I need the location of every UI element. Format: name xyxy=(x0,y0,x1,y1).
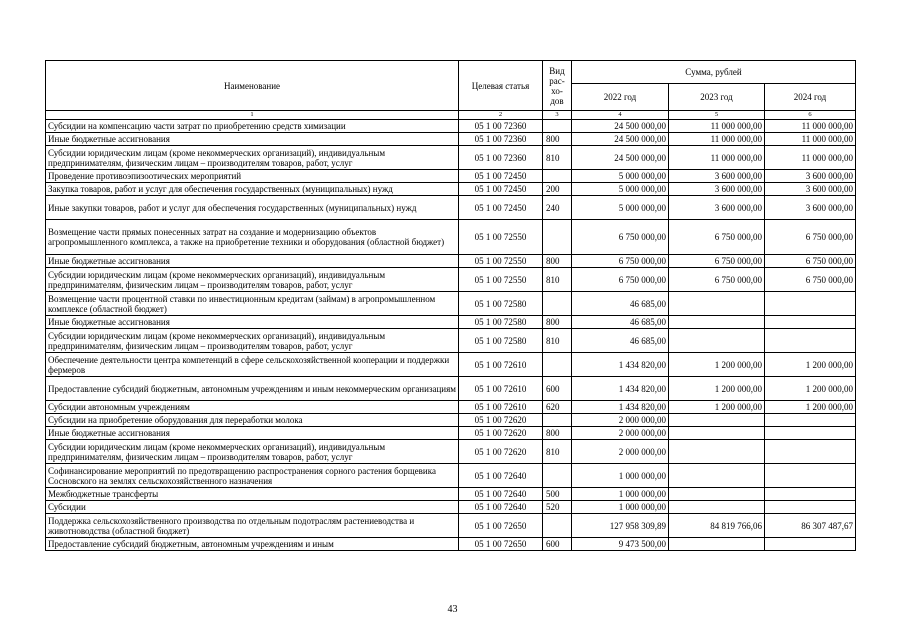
row-expense-type xyxy=(543,353,572,377)
row-name: Иные бюджетные ассигнования xyxy=(46,255,459,268)
row-amount-2022: 24 500 000,00 xyxy=(572,146,669,170)
table-row xyxy=(46,268,856,292)
row-target-code: 05 1 00 72640 xyxy=(459,464,543,488)
table-row xyxy=(46,464,856,488)
row-target-code: 05 1 00 72550 xyxy=(459,220,543,255)
row-amount-2023 xyxy=(669,488,765,501)
row-amount-2022: 1 000 000,00 xyxy=(572,488,669,501)
row-amount-2022: 9 473 500,00 xyxy=(572,538,669,551)
row-name: Возмещение части процентной ставки по инвестиционным кредитам (займам) в агропромышленном комплексе (областной бюджет) xyxy=(46,292,459,316)
row-amount-2023 xyxy=(669,538,765,551)
row-name: Иные бюджетные ассигнования xyxy=(46,427,459,440)
row-amount-2023: 11 000 000,00 xyxy=(669,146,765,170)
column-number: 6 xyxy=(765,111,856,120)
row-expense-type: 600 xyxy=(543,377,572,401)
row-name: Иные закупки товаров, работ и услуг для обеспечения государственных (муниципальных) нужд xyxy=(46,196,459,220)
table-row xyxy=(46,120,856,133)
row-amount-2024: 3 600 000,00 xyxy=(765,183,856,196)
row-name: Иные бюджетные ассигнования xyxy=(46,316,459,329)
row-amount-2024: 3 600 000,00 xyxy=(765,196,856,220)
row-amount-2022: 2 000 000,00 xyxy=(572,427,669,440)
row-amount-2024 xyxy=(765,427,856,440)
row-amount-2022: 2 000 000,00 xyxy=(572,414,669,427)
header-row xyxy=(46,61,856,84)
row-expense-type xyxy=(543,292,572,316)
row-expense-type xyxy=(543,120,572,133)
row-expense-type: 800 xyxy=(543,427,572,440)
row-amount-2024 xyxy=(765,316,856,329)
row-amount-2023: 3 600 000,00 xyxy=(669,196,765,220)
row-amount-2024: 6 750 000,00 xyxy=(765,220,856,255)
row-expense-type: 520 xyxy=(543,501,572,514)
row-expense-type: 810 xyxy=(543,329,572,353)
table-row xyxy=(46,538,856,551)
row-target-code: 05 1 00 72650 xyxy=(459,538,543,551)
row-amount-2024: 86 307 487,67 xyxy=(765,514,856,538)
header-year-2023: 2023 год xyxy=(669,84,765,111)
row-expense-type xyxy=(543,220,572,255)
row-target-code: 05 1 00 72580 xyxy=(459,316,543,329)
row-amount-2023: 3 600 000,00 xyxy=(669,170,765,183)
row-expense-type: 500 xyxy=(543,488,572,501)
row-expense-type xyxy=(543,514,572,538)
row-target-code: 05 1 00 72610 xyxy=(459,401,543,414)
row-expense-type: 600 xyxy=(543,538,572,551)
row-expense-type: 200 xyxy=(543,183,572,196)
row-target-code: 05 1 00 72360 xyxy=(459,133,543,146)
row-amount-2023: 6 750 000,00 xyxy=(669,220,765,255)
row-amount-2023: 11 000 000,00 xyxy=(669,120,765,133)
row-name: Софинансирование мероприятий по предотвращению распространения сорного растения борщевика Сосновского на землях сельскохозяйственного назначения xyxy=(46,464,459,488)
row-name: Субсидии юридическим лицам (кроме некоммерческих организаций), индивидуальным предпринимателям, физическим лицам – производителям товаров, работ, услуг xyxy=(46,268,459,292)
row-amount-2024: 1 200 000,00 xyxy=(765,353,856,377)
table-row xyxy=(46,196,856,220)
row-expense-type: 240 xyxy=(543,196,572,220)
row-amount-2022: 24 500 000,00 xyxy=(572,120,669,133)
row-amount-2023: 1 200 000,00 xyxy=(669,353,765,377)
table-row xyxy=(46,401,856,414)
header-type: Вид рас-хо-дов xyxy=(543,61,572,111)
table-row xyxy=(46,329,856,353)
row-name: Возмещение части прямых понесенных затрат на создание и модернизацию объектов агропромышленного комплекса, а также на приобретение техники и оборудования (областной бюджет) xyxy=(46,220,459,255)
row-amount-2022: 6 750 000,00 xyxy=(572,220,669,255)
row-amount-2023: 1 200 000,00 xyxy=(669,401,765,414)
row-target-code: 05 1 00 72450 xyxy=(459,196,543,220)
row-amount-2023 xyxy=(669,440,765,464)
row-amount-2024: 1 200 000,00 xyxy=(765,377,856,401)
row-amount-2022: 1 434 820,00 xyxy=(572,377,669,401)
table-row xyxy=(46,146,856,170)
row-target-code: 05 1 00 72450 xyxy=(459,170,543,183)
row-target-code: 05 1 00 72640 xyxy=(459,501,543,514)
header-year-2024: 2024 год xyxy=(765,84,856,111)
table-row xyxy=(46,255,856,268)
row-expense-type xyxy=(543,464,572,488)
row-name: Иные бюджетные ассигнования xyxy=(46,133,459,146)
column-numbers-row xyxy=(46,111,856,120)
header-year-2022: 2022 год xyxy=(572,84,669,111)
row-expense-type: 810 xyxy=(543,268,572,292)
header-target: Целевая статья xyxy=(459,61,543,111)
table-body xyxy=(46,120,856,551)
table-row xyxy=(46,183,856,196)
row-amount-2023: 84 819 766,06 xyxy=(669,514,765,538)
row-amount-2024 xyxy=(765,414,856,427)
row-amount-2022: 46 685,00 xyxy=(572,329,669,353)
row-amount-2022: 1 434 820,00 xyxy=(572,353,669,377)
row-name: Предоставление субсидий бюджетным, автономным учреждениям и иным некоммерческим организациям xyxy=(46,377,459,401)
row-expense-type: 800 xyxy=(543,316,572,329)
row-target-code: 05 1 00 72610 xyxy=(459,353,543,377)
row-amount-2023 xyxy=(669,464,765,488)
row-name: Проведение противоэпизоотических мероприятий xyxy=(46,170,459,183)
row-name: Поддержка сельскохозяйственного производства по отдельным подотраслям растениеводства и животноводства (областной бюджет) xyxy=(46,514,459,538)
row-amount-2022: 6 750 000,00 xyxy=(572,268,669,292)
row-name: Предоставление субсидий бюджетным, автономным учреждениям и иным xyxy=(46,538,459,551)
row-target-code: 05 1 00 72620 xyxy=(459,427,543,440)
table-row xyxy=(46,292,856,316)
row-amount-2023: 6 750 000,00 xyxy=(669,255,765,268)
row-amount-2024 xyxy=(765,488,856,501)
row-amount-2022: 5 000 000,00 xyxy=(572,196,669,220)
row-name: Субсидии юридическим лицам (кроме некоммерческих организаций), индивидуальным предпринимателям, физическим лицам – производителям товаров, работ, услуг xyxy=(46,146,459,170)
table-row xyxy=(46,377,856,401)
table-row xyxy=(46,488,856,501)
page-number: 43 xyxy=(447,604,458,615)
row-expense-type: 800 xyxy=(543,133,572,146)
row-target-code: 05 1 00 72610 xyxy=(459,377,543,401)
table-row xyxy=(46,414,856,427)
table-row xyxy=(46,170,856,183)
row-target-code: 05 1 00 72650 xyxy=(459,514,543,538)
row-amount-2022: 5 000 000,00 xyxy=(572,183,669,196)
row-target-code: 05 1 00 72360 xyxy=(459,120,543,133)
row-target-code: 05 1 00 72360 xyxy=(459,146,543,170)
row-amount-2024 xyxy=(765,538,856,551)
row-amount-2024 xyxy=(765,501,856,514)
row-name: Субсидии на приобретение оборудования для переработки молока xyxy=(46,414,459,427)
row-target-code: 05 1 00 72550 xyxy=(459,255,543,268)
table-row xyxy=(46,440,856,464)
row-expense-type xyxy=(543,170,572,183)
row-target-code: 05 1 00 72580 xyxy=(459,292,543,316)
row-amount-2023 xyxy=(669,292,765,316)
row-amount-2022: 127 958 309,89 xyxy=(572,514,669,538)
row-name: Закупка товаров, работ и услуг для обеспечения государственных (муниципальных) нужд xyxy=(46,183,459,196)
table-row xyxy=(46,514,856,538)
row-name: Межбюджетные трансферты xyxy=(46,488,459,501)
row-amount-2024 xyxy=(765,329,856,353)
row-amount-2024: 6 750 000,00 xyxy=(765,255,856,268)
row-target-code: 05 1 00 72550 xyxy=(459,268,543,292)
row-amount-2024: 6 750 000,00 xyxy=(765,268,856,292)
table-row xyxy=(46,133,856,146)
column-number: 5 xyxy=(669,111,765,120)
row-name: Обеспечение деятельности центра компетенций в сфере сельскохозяйственной кооперации и поддержки фермеров xyxy=(46,353,459,377)
row-expense-type: 620 xyxy=(543,401,572,414)
row-name: Субсидии xyxy=(46,501,459,514)
row-amount-2023: 1 200 000,00 xyxy=(669,377,765,401)
row-name: Субсидии юридическим лицам (кроме некоммерческих организаций), индивидуальным предпринимателям, физическим лицам – производителям товаров, работ, услуг xyxy=(46,440,459,464)
row-amount-2022: 6 750 000,00 xyxy=(572,255,669,268)
row-amount-2022: 5 000 000,00 xyxy=(572,170,669,183)
column-number: 3 xyxy=(543,111,572,120)
row-expense-type: 810 xyxy=(543,440,572,464)
row-expense-type xyxy=(543,414,572,427)
row-amount-2022: 24 500 000,00 xyxy=(572,133,669,146)
row-amount-2022: 2 000 000,00 xyxy=(572,440,669,464)
row-amount-2024: 11 000 000,00 xyxy=(765,146,856,170)
row-amount-2023: 6 750 000,00 xyxy=(669,268,765,292)
row-target-code: 05 1 00 72620 xyxy=(459,414,543,427)
header-name: Наименование xyxy=(46,61,459,111)
row-amount-2023 xyxy=(669,316,765,329)
row-amount-2023: 3 600 000,00 xyxy=(669,183,765,196)
row-target-code: 05 1 00 72620 xyxy=(459,440,543,464)
table-row xyxy=(46,316,856,329)
budget-table xyxy=(45,60,856,551)
row-target-code: 05 1 00 72640 xyxy=(459,488,543,501)
row-name: Субсидии юридическим лицам (кроме некоммерческих организаций), индивидуальным предпринимателям, физическим лицам – производителям товаров, работ, услуг xyxy=(46,329,459,353)
row-expense-type: 810 xyxy=(543,146,572,170)
row-name: Субсидии на компенсацию части затрат по приобретению средств химизации xyxy=(46,120,459,133)
row-target-code: 05 1 00 72450 xyxy=(459,183,543,196)
row-amount-2024 xyxy=(765,464,856,488)
row-amount-2022: 46 685,00 xyxy=(572,292,669,316)
row-amount-2022: 1 434 820,00 xyxy=(572,401,669,414)
row-amount-2024: 3 600 000,00 xyxy=(765,170,856,183)
row-target-code: 05 1 00 72580 xyxy=(459,329,543,353)
row-amount-2023 xyxy=(669,501,765,514)
row-expense-type: 800 xyxy=(543,255,572,268)
row-name: Субсидии автономным учреждениям xyxy=(46,401,459,414)
row-amount-2022: 46 685,00 xyxy=(572,316,669,329)
table-row xyxy=(46,427,856,440)
column-number: 2 xyxy=(459,111,543,120)
row-amount-2024 xyxy=(765,292,856,316)
row-amount-2024: 11 000 000,00 xyxy=(765,133,856,146)
header-sum: Сумма, рублей xyxy=(572,61,856,84)
row-amount-2024: 1 200 000,00 xyxy=(765,401,856,414)
row-amount-2023 xyxy=(669,329,765,353)
column-number: 4 xyxy=(572,111,669,120)
table-row xyxy=(46,353,856,377)
row-amount-2024: 11 000 000,00 xyxy=(765,120,856,133)
row-amount-2024 xyxy=(765,440,856,464)
row-amount-2022: 1 000 000,00 xyxy=(572,464,669,488)
row-amount-2023: 11 000 000,00 xyxy=(669,133,765,146)
table-row xyxy=(46,220,856,255)
table-row xyxy=(46,501,856,514)
row-amount-2023 xyxy=(669,414,765,427)
row-amount-2023 xyxy=(669,427,765,440)
row-amount-2022: 1 000 000,00 xyxy=(572,501,669,514)
column-number: 1 xyxy=(46,111,459,120)
